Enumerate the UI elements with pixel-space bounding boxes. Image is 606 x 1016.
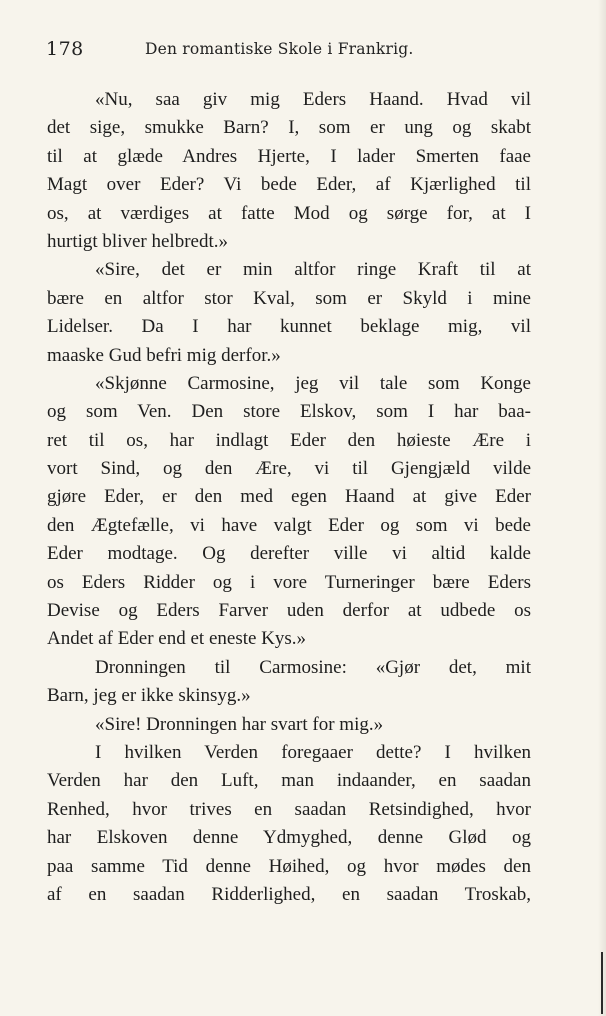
page-number: 178 [46, 38, 84, 60]
text-line: til at glæde Andres Hjerte, I lader Smerten faae [47, 145, 531, 167]
text-line: Verden har den Luft, man indaander, en saadan [47, 770, 531, 792]
text-line: Dronningen til Carmosine: «Gjør det, mit [95, 656, 531, 678]
text-line: bære en altfor stor Kval, som er Skyld i mine [47, 287, 531, 309]
text-line: «Nu, saa giv mig Eders Haand. Hvad vil [95, 89, 531, 110]
page-header [46, 38, 566, 64]
text-line: har Elskoven denne Ydmyghed, denne Glød og [47, 827, 531, 849]
text-line: Lidelser. Da I har kunnet beklage mig, vil [47, 316, 531, 338]
text-line: af en saadan Ridderlighed, en saadan Troskab, [47, 883, 531, 905]
text-line: «Sire, det er min altfor ringe Kraft til at [95, 259, 531, 281]
page-edge-mark [601, 952, 603, 1014]
text-line: Andet af Eder end et eneste Kys.» [47, 628, 307, 650]
text-line: os, at værdiges at fatte Mod og sørge for, at I [47, 202, 531, 224]
text-line: Eder modtage. Og derefter ville vi altid kalde [47, 543, 531, 565]
text-line: Devise og Eders Farver uden derfor at udbede os [47, 600, 531, 622]
text-line: os Eders Ridder og i vore Turneringer bære Eders [47, 571, 531, 593]
text-line: «Sire! Dronningen har svart for mig.» [95, 713, 384, 735]
text-line: «Skjønne Carmosine, jeg vil tale som Konge [95, 372, 531, 394]
body-text [47, 86, 531, 909]
text-line: gjøre Eder, er den med egen Haand at give Eder [47, 486, 531, 508]
text-line: paa samme Tid denne Høihed, og hvor mødes den [47, 855, 531, 877]
text-line: og som Ven. Den store Elskov, som I har baa- [47, 401, 531, 423]
text-line: maaske Gud befri mig derfor.» [47, 344, 281, 366]
text-line: den Ægtefælle, vi have valgt Eder og som vi bede [47, 514, 531, 536]
text-line: Barn, jeg er ikke skinsyg.» [47, 685, 251, 707]
text-line: I hvilken Verden foregaaer dette? I hvilken [95, 741, 531, 763]
running-title: Den romantiske Skole i Frankrig. [145, 40, 414, 58]
page-edge-shadow [598, 0, 606, 1016]
text-line: Renhed, hvor trives en saadan Retsindighed, hvor [47, 798, 531, 820]
text-line: ret til os, har indlagt Eder den høieste Ære i [47, 429, 531, 451]
text-line: Magt over Eder? Vi bede Eder, af Kjærlighed til [47, 174, 531, 196]
text-line: vort Sind, og den Ære, vi til Gjengjæld vilde [47, 458, 531, 480]
text-line: hurtigt bliver helbredt.» [47, 230, 228, 252]
text-line: det sige, smukke Barn? I, som er ung og skabt [47, 117, 531, 139]
